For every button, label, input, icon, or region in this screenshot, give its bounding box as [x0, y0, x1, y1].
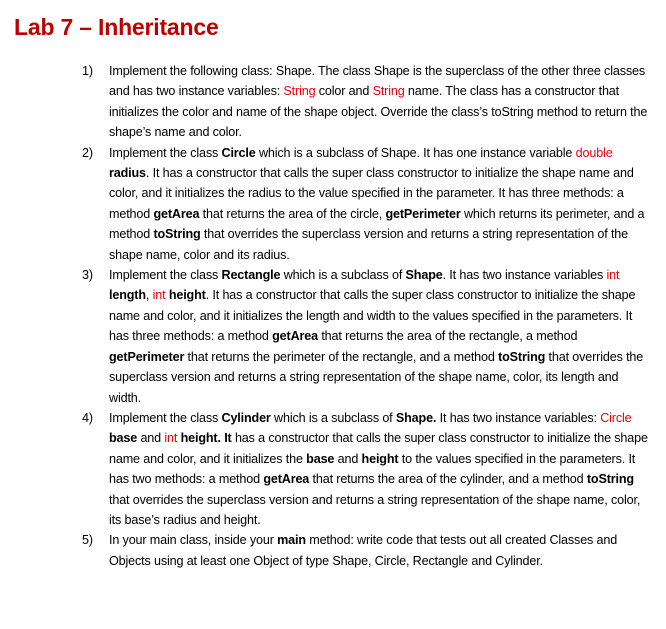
emphasis-text: length — [109, 288, 146, 303]
body-text: name. The class has a constructor that initializes the color and name of the shape object. Override the class’s toString method to return the shape’s name and color. — [109, 84, 648, 140]
emphasis-text: getArea — [272, 329, 318, 344]
emphasis-text: It — [224, 431, 232, 446]
body-text: that overrides the superclass version and returns a string representation of the shape name, color and its radius. — [109, 227, 629, 262]
task-item-3 — [82, 265, 650, 408]
type-keyword: double — [575, 145, 613, 160]
type-keyword: Circle — [600, 410, 632, 425]
body-text: . It has two instance variables — [442, 268, 607, 283]
body-text: that returns the perimeter of the rectangle, and a method — [184, 349, 499, 364]
emphasis-text: toString — [153, 227, 201, 242]
emphasis-text: radius — [109, 166, 146, 181]
emphasis-text: getArea — [153, 206, 200, 221]
body-text: . It has a constructor that calls the super class constructor to initialize the shape name and color, and it initializes the length and width to the values specified in the parameters. It has three methods: a method — [109, 288, 636, 344]
task-description — [109, 146, 644, 262]
type-keyword: int — [606, 268, 620, 283]
body-text: , — [145, 288, 153, 303]
type-keyword: int — [164, 431, 178, 446]
task-number: 5) — [82, 533, 93, 548]
body-text: method: write code that tests out all created Classes and Objects using at least one Object of type Shape, Circle, Rectangle and Cylinder. — [109, 533, 618, 568]
emphasis-text: getArea — [263, 472, 310, 487]
body-text: which is a subclass of Shape. It has one instance variable — [255, 145, 576, 160]
emphasis-text: Shape. — [395, 410, 437, 425]
emphasis-text: getPerimeter — [385, 206, 461, 221]
emphasis-text: main — [277, 533, 306, 548]
emphasis-text: Shape — [405, 268, 443, 283]
emphasis-text: toString — [586, 472, 634, 487]
task-description — [109, 268, 643, 404]
page-title: Lab 7 – Inheritance — [14, 14, 219, 40]
body-text: Implement the class — [109, 145, 222, 160]
task-description — [109, 411, 648, 527]
body-text: It has two instance variables: — [436, 410, 601, 425]
body-text: that returns the area of the rectangle, a method — [317, 329, 578, 344]
emphasis-text: height — [361, 451, 399, 466]
body-text: In your main class, inside your — [109, 533, 278, 548]
body-text: which is a subclass of — [280, 268, 406, 283]
body-text: that returns the area of the cylinder, and a method — [309, 472, 587, 487]
task-number: 1) — [82, 64, 93, 78]
task-number: 3) — [82, 268, 93, 283]
emphasis-text: getPerimeter — [109, 349, 185, 364]
type-keyword: int — [152, 288, 166, 303]
body-text: and — [137, 431, 165, 446]
emphasis-text: height — [168, 288, 206, 303]
type-keyword: String — [372, 84, 405, 99]
body-text: and — [334, 451, 362, 466]
task-item-2 — [82, 143, 650, 265]
body-text: Implement the class — [109, 410, 222, 425]
body-text: that overrides the superclass version and returns a string representation of the shape name, color, its length and width. — [109, 349, 644, 405]
body-text: which returns its perimeter, and a method — [109, 206, 645, 242]
emphasis-text: Rectangle — [221, 268, 281, 283]
task-list — [82, 61, 650, 571]
body-text: that overrides the superclass version and returns a string representation of the shape name, color, its base’s radius and height. — [109, 492, 641, 527]
emphasis-text: height. — [180, 431, 221, 446]
body-text: Implement the class — [109, 268, 222, 283]
task-number: 4) — [82, 410, 93, 425]
body-text: Implement the following class: Shape. The class Shape is the superclass of the other three classes and has two instance variables: — [109, 64, 645, 99]
task-description — [109, 64, 647, 139]
task-description — [109, 533, 617, 567]
task-item-5 — [82, 530, 650, 571]
body-text: to the values specified in the parameters. It has two methods: a method — [109, 451, 636, 487]
emphasis-text: base — [306, 451, 335, 466]
emphasis-text: base — [109, 431, 138, 446]
body-text: . It has a constructor that calls the super class constructor to initialize the shape name and color, and it initializes the radius to the value specified in the parameter. It has three methods: a method — [109, 166, 634, 221]
body-text: color and — [315, 84, 373, 99]
emphasis-text: Cylinder — [221, 410, 271, 425]
task-item-1 — [82, 61, 650, 143]
body-text: that returns the area of the circle, — [199, 206, 386, 221]
emphasis-text: toString — [498, 349, 546, 364]
type-keyword: String — [283, 84, 316, 99]
task-number: 2) — [82, 145, 93, 160]
body-text: has a constructor that calls the super class constructor to initialize the shape name and color, and it initializes the — [109, 431, 648, 466]
body-text: which is a subclass of — [270, 410, 396, 425]
emphasis-text: Circle — [221, 145, 256, 160]
task-item-4 — [82, 408, 650, 530]
